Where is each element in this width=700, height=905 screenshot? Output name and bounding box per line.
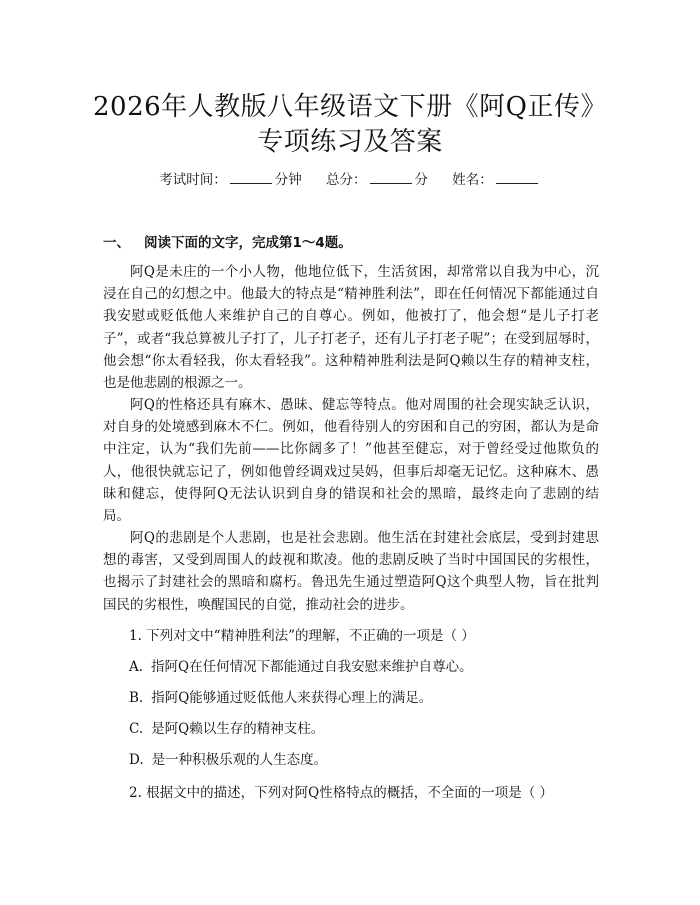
question-1-option-a <box>129 655 473 675</box>
section-heading-text: 阅读下面的文字，完成第1～4题。 <box>144 235 352 251</box>
exam-score-unit: 分 <box>414 172 428 188</box>
exam-score-blank <box>370 171 412 184</box>
option-text: 是阿Q赖以生存的精神支柱。 <box>151 721 325 737</box>
document-title-line1: 2026年人教版八年级语文下册《阿Q正传》 <box>93 92 607 122</box>
exam-score-field <box>326 168 428 188</box>
option-letter: B. <box>129 690 144 706</box>
exam-name-blank <box>496 171 538 184</box>
exam-name-label: 姓名： <box>452 172 493 188</box>
question-2-stem: 2. 根据文中的描述，下列对阿Q性格特点的概括，不全面的一项是（ ） <box>129 785 554 801</box>
option-letter: C. <box>129 721 144 737</box>
option-letter: A. <box>129 659 144 675</box>
question-1-option-c <box>129 717 324 737</box>
exam-score-label: 总分： <box>326 172 367 188</box>
question-1-stem: 1. 下列对文中“精神胜利法”的理解，不正确的一项是（ ） <box>129 628 475 644</box>
document-title-line2: 专项练习及答案 <box>257 127 443 157</box>
section-number: 一、 <box>103 235 130 251</box>
option-text: 指阿Q能够通过贬低他人来获得心理上的满足。 <box>151 690 433 706</box>
question-1-option-d <box>129 748 327 768</box>
option-text: 是一种积极乐观的人生态度。 <box>151 752 328 768</box>
reading-paragraph-2: 阿Q的性格还具有麻木、愚昧、健忘等特点。他对周围的社会现实缺乏认识，对自身的处境感到麻木不仁。例如，他看待别人的穷困和自己的穷困，都认为是命中注定，认为“我们先前——比你阔多了！”他甚至健忘，对于曾经受过他欺负的人，他很快就忘记了，例如他曾经调戏过吴妈，但事后却毫无记忆。这种麻木、愚昧和健忘，使得阿Q无法认识到自身的错误和社会的黑暗，最终走向了悲剧的结局。 <box>103 397 599 525</box>
exam-info-row <box>0 168 700 188</box>
exam-time-unit: 分钟 <box>274 172 302 188</box>
question-1-option-b <box>129 686 432 706</box>
exam-time-blank <box>230 171 272 184</box>
exam-time-field <box>159 168 302 188</box>
reading-paragraph-3: 阿Q的悲剧是个人悲剧，也是社会悲剧。他生活在封建社会底层，受到封建思想的毒害，又受到周围人的歧视和欺凌。他的悲剧反映了当时中国国民的劣根性，也揭示了封建社会的黑暗和腐朽。鲁迅先生通过塑造阿Q这个典型人物，旨在批判国民的劣根性，唤醒国民的自觉，推动社会的进步。 <box>103 530 599 613</box>
option-letter: D. <box>129 752 144 768</box>
section-heading <box>103 231 352 251</box>
exam-name-field <box>452 168 541 188</box>
exam-time-label: 考试时间： <box>159 172 227 188</box>
option-text: 指阿Q在任何情况下都能通过自我安慰来维护自尊心。 <box>151 659 473 675</box>
reading-paragraph-1: 阿Q是未庄的一个小人物，他地位低下，生活贫困，却常常以自我为中心，沉浸在自己的幻想之中。他最大的特点是“精神胜利法”，即在任何情况下都能通过自我安慰或贬低他人来维护自己的自尊心。例如，他被打了，他会想“是儿子打老子”，或者“我总算被儿子打了，儿子打老子，还有儿子打老子呢”；在受到屈辱时，他会想“你太看轻我，你太看轻我”。这种精神胜利法是阿Q赖以生存的精神支柱，也是他悲剧的根源之一。 <box>103 264 599 392</box>
